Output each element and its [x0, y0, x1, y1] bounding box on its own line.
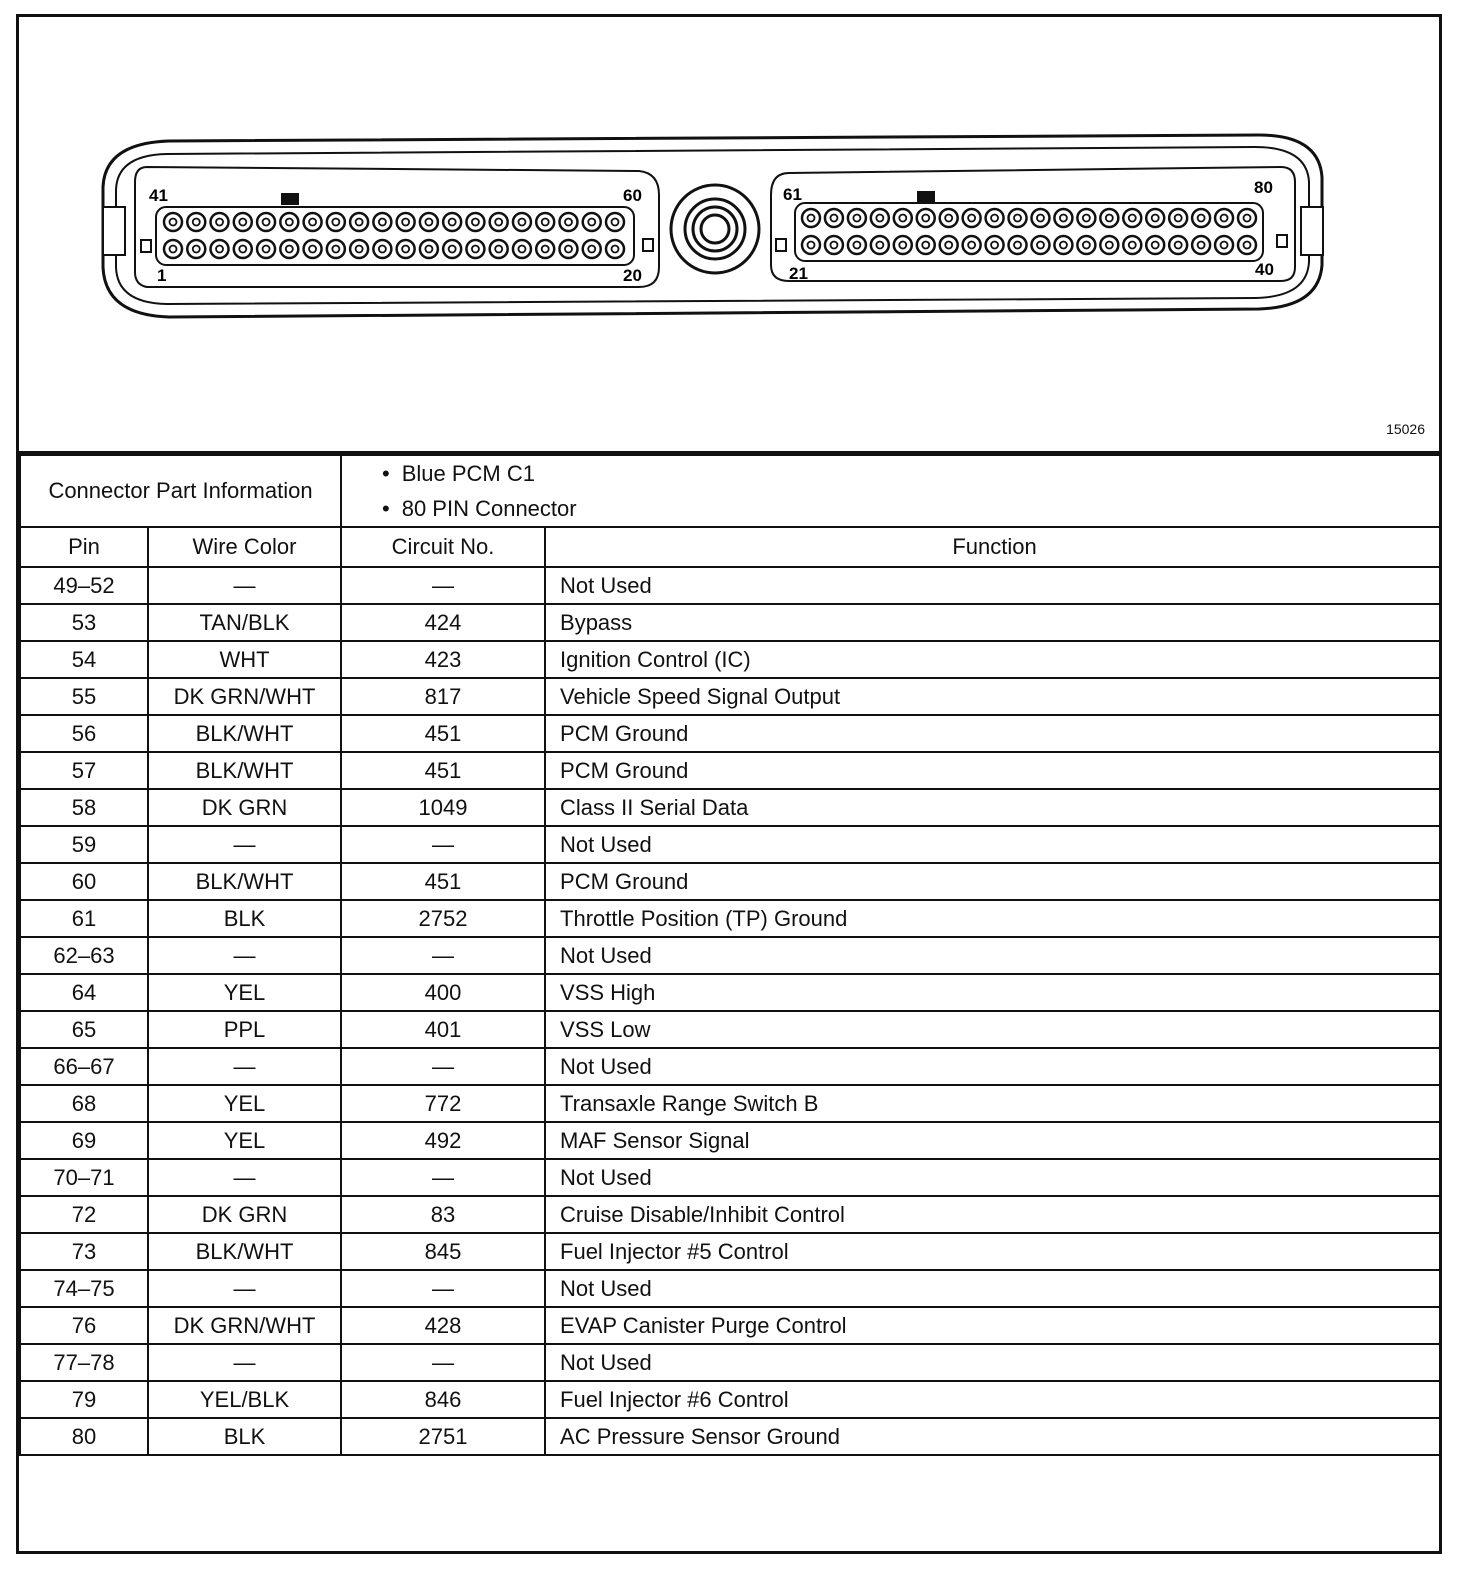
pin-cavity: [466, 213, 484, 231]
pin-label-1: 1: [157, 266, 167, 285]
pin-cavity: [1009, 209, 1027, 227]
pin-cavity: [940, 236, 958, 254]
pin-cavity: [986, 209, 1004, 227]
circuit-cell: 2752: [341, 900, 545, 937]
right-tab-outer: [1277, 235, 1287, 247]
function-cell: Vehicle Speed Signal Output: [545, 678, 1440, 715]
pin-cavity: [513, 213, 531, 231]
pin-cell: 68: [20, 1085, 148, 1122]
function-cell: Throttle Position (TP) Ground: [545, 900, 1440, 937]
pin-cavity: [1169, 209, 1187, 227]
pin-label-20: 20: [623, 266, 642, 285]
pin-cavity: [420, 240, 438, 258]
table-row: [20, 715, 1440, 752]
pin-cavity: [1146, 209, 1164, 227]
pin-cavity: [606, 240, 624, 258]
pin-cavity: [350, 213, 368, 231]
pin-cavity: [443, 213, 461, 231]
pin-cavity: [1123, 236, 1141, 254]
function-cell: Not Used: [545, 1344, 1440, 1381]
pin-cavity: [211, 240, 229, 258]
function-cell: Ignition Control (IC): [545, 641, 1440, 678]
wire-color-cell: BLK: [148, 1418, 341, 1455]
pin-cavity: [420, 213, 438, 231]
circuit-cell: 423: [341, 641, 545, 678]
table-row: [20, 937, 1440, 974]
function-cell: PCM Ground: [545, 752, 1440, 789]
wire-color-cell: BLK: [148, 900, 341, 937]
circuit-cell: —: [341, 1048, 545, 1085]
circuit-cell: 1049: [341, 789, 545, 826]
function-cell: Class II Serial Data: [545, 789, 1440, 826]
wire-color-cell: BLK/WHT: [148, 863, 341, 900]
pin-cavity: [1215, 209, 1233, 227]
function-cell: AC Pressure Sensor Ground: [545, 1418, 1440, 1455]
pin-cell: 69: [20, 1122, 148, 1159]
pin-cell: 49–52: [20, 567, 148, 604]
function-cell: Not Used: [545, 1270, 1440, 1307]
circuit-cell: 492: [341, 1122, 545, 1159]
table-row: [20, 1011, 1440, 1048]
pin-cell: 70–71: [20, 1159, 148, 1196]
pin-cavity: [583, 240, 601, 258]
function-cell: PCM Ground: [545, 715, 1440, 752]
wire-color-cell: —: [148, 567, 341, 604]
pin-cavity: [1031, 209, 1049, 227]
pin-cell: 66–67: [20, 1048, 148, 1085]
pin-label-41: 41: [149, 186, 168, 205]
pin-cavity: [373, 240, 391, 258]
pin-cavity: [1100, 236, 1118, 254]
table-row: [20, 1048, 1440, 1085]
pin-cavity: [802, 209, 820, 227]
pin-cell: 79: [20, 1381, 148, 1418]
pin-cell: 54: [20, 641, 148, 678]
pin-cavity: [397, 240, 415, 258]
pin-cavity: [1192, 209, 1210, 227]
circuit-cell: 424: [341, 604, 545, 641]
connector-sheet: [16, 14, 1442, 1554]
wire-color-cell: —: [148, 826, 341, 863]
pin-cavity: [1238, 236, 1256, 254]
circuit-cell: —: [341, 1270, 545, 1307]
pin-cell: 72: [20, 1196, 148, 1233]
pin-cavity: [1146, 236, 1164, 254]
function-cell: Not Used: [545, 937, 1440, 974]
function-cell: EVAP Canister Purge Control: [545, 1307, 1440, 1344]
pin-cavity: [257, 213, 275, 231]
table-row: [20, 641, 1440, 678]
table-row: [20, 604, 1440, 641]
left-block-key: [281, 193, 299, 205]
circuit-cell: 2751: [341, 1418, 545, 1455]
circuit-cell: 428: [341, 1307, 545, 1344]
pin-cavity: [513, 240, 531, 258]
pin-cell: 57: [20, 752, 148, 789]
left-tab-outer: [141, 240, 151, 252]
pin-cell: 59: [20, 826, 148, 863]
connector-diagram-panel: [19, 17, 1439, 454]
wire-color-cell: DK GRN: [148, 789, 341, 826]
wire-color-cell: WHT: [148, 641, 341, 678]
pin-cavity: [917, 236, 935, 254]
pin-cell: 53: [20, 604, 148, 641]
wire-color-cell: BLK/WHT: [148, 1233, 341, 1270]
pin-cavity: [536, 213, 554, 231]
connector-info-item: • 80 PIN Connector: [382, 491, 1429, 526]
pin-cavity: [164, 240, 182, 258]
pin-cavity: [871, 209, 889, 227]
pin-cavity: [848, 236, 866, 254]
pin-cell: 58: [20, 789, 148, 826]
circuit-cell: —: [341, 1344, 545, 1381]
pin-cavity: [559, 240, 577, 258]
pin-cavity: [917, 209, 935, 227]
pin-cavity: [1169, 236, 1187, 254]
table-row: [20, 1270, 1440, 1307]
table-row: [20, 567, 1440, 604]
pin-cavity: [871, 236, 889, 254]
pin-cavity: [490, 213, 508, 231]
wire-color-cell: DK GRN/WHT: [148, 678, 341, 715]
circuit-cell: 401: [341, 1011, 545, 1048]
pin-cavity: [940, 209, 958, 227]
function-cell: Bypass: [545, 604, 1440, 641]
pin-rows: [20, 567, 1440, 1455]
circuit-cell: 451: [341, 863, 545, 900]
pin-cavity: [327, 213, 345, 231]
pin-cavity: [304, 240, 322, 258]
pin-cavity: [280, 240, 298, 258]
pin-cavity: [1009, 236, 1027, 254]
wire-color-cell: YEL: [148, 1085, 341, 1122]
pin-cell: 76: [20, 1307, 148, 1344]
pin-cell: 62–63: [20, 937, 148, 974]
wire-color-cell: PPL: [148, 1011, 341, 1048]
pin-cavity: [848, 209, 866, 227]
table-header-row: [20, 527, 1440, 567]
left-latch: [103, 207, 125, 255]
function-cell: Not Used: [545, 567, 1440, 604]
circuit-cell: —: [341, 567, 545, 604]
function-cell: Transaxle Range Switch B: [545, 1085, 1440, 1122]
pin-cell: 74–75: [20, 1270, 148, 1307]
pin-cavity: [894, 209, 912, 227]
pin-cavity: [894, 236, 912, 254]
function-cell: Fuel Injector #6 Control: [545, 1381, 1440, 1418]
wire-color-cell: —: [148, 1270, 341, 1307]
function-cell: Fuel Injector #5 Control: [545, 1233, 1440, 1270]
pin-cavity: [1031, 236, 1049, 254]
wire-color-cell: —: [148, 1159, 341, 1196]
header-function: Function: [545, 527, 1440, 567]
right-latch: [1301, 207, 1323, 255]
pin-cell: 55: [20, 678, 148, 715]
wire-color-cell: DK GRN: [148, 1196, 341, 1233]
function-cell: PCM Ground: [545, 863, 1440, 900]
table-row: [20, 1418, 1440, 1455]
pin-cavity: [1077, 209, 1095, 227]
table-row: [20, 1233, 1440, 1270]
function-cell: MAF Sensor Signal: [545, 1122, 1440, 1159]
pin-cavity: [825, 209, 843, 227]
pin-cell: 80: [20, 1418, 148, 1455]
pin-cavity: [802, 236, 820, 254]
pin-cavity: [211, 213, 229, 231]
pin-cell: 56: [20, 715, 148, 752]
pin-cell: 65: [20, 1011, 148, 1048]
pin-cavity: [559, 213, 577, 231]
pin-cavity: [1077, 236, 1095, 254]
left-tab-inner: [643, 239, 653, 251]
pin-label-21: 21: [789, 264, 808, 283]
pin-cavity: [536, 240, 554, 258]
table-row: [20, 900, 1440, 937]
function-cell: Not Used: [545, 1159, 1440, 1196]
pin-label-61: 61: [783, 185, 802, 204]
wire-color-cell: BLK/WHT: [148, 715, 341, 752]
pin-cavity: [304, 213, 322, 231]
wire-color-cell: —: [148, 937, 341, 974]
table-row: [20, 1307, 1440, 1344]
pin-cavity: [1100, 209, 1118, 227]
pin-cavity: [583, 213, 601, 231]
table-row: [20, 1196, 1440, 1233]
circuit-cell: —: [341, 1159, 545, 1196]
wire-color-cell: DK GRN/WHT: [148, 1307, 341, 1344]
pin-cavity: [1238, 209, 1256, 227]
right-tab-inner: [776, 239, 786, 251]
pin-cavity: [443, 240, 461, 258]
figure-number: 15026: [1386, 421, 1425, 437]
function-cell: Not Used: [545, 1048, 1440, 1085]
wire-color-cell: BLK/WHT: [148, 752, 341, 789]
pin-label-40: 40: [1255, 260, 1274, 279]
pin-cavity: [606, 213, 624, 231]
wire-color-cell: YEL: [148, 974, 341, 1011]
circuit-cell: 451: [341, 752, 545, 789]
center-bolt-hole: [701, 215, 729, 243]
table-row: [20, 1381, 1440, 1418]
circuit-cell: 83: [341, 1196, 545, 1233]
table-row: [20, 678, 1440, 715]
pin-cavity: [986, 236, 1004, 254]
pin-cavity: [466, 240, 484, 258]
function-cell: Cruise Disable/Inhibit Control: [545, 1196, 1440, 1233]
wire-color-cell: YEL: [148, 1122, 341, 1159]
pin-cavity: [280, 213, 298, 231]
pin-cavity: [1192, 236, 1210, 254]
function-cell: VSS High: [545, 974, 1440, 1011]
circuit-cell: 817: [341, 678, 545, 715]
left-block-pins: [164, 213, 624, 258]
pin-cavity: [327, 240, 345, 258]
wire-color-cell: —: [148, 1048, 341, 1085]
pin-cell: 61: [20, 900, 148, 937]
pin-cell: 64: [20, 974, 148, 1011]
table-row: [20, 1122, 1440, 1159]
table-row: [20, 1159, 1440, 1196]
right-block-pins: [802, 209, 1256, 254]
header-circuit-no: Circuit No.: [341, 527, 545, 567]
pin-cavity: [1215, 236, 1233, 254]
table-row: [20, 974, 1440, 1011]
pin-cavity: [1054, 236, 1072, 254]
wire-color-cell: —: [148, 1344, 341, 1381]
connector-diagram: [19, 17, 1439, 451]
circuit-cell: —: [341, 826, 545, 863]
pin-cavity: [963, 209, 981, 227]
pin-label-80: 80: [1254, 178, 1273, 197]
table-row: [20, 863, 1440, 900]
pin-label-60: 60: [623, 186, 642, 205]
table-row: [20, 826, 1440, 863]
pin-cavity: [187, 240, 205, 258]
connector-info-item: • Blue PCM C1: [382, 456, 1429, 491]
pin-cavity: [1123, 209, 1141, 227]
circuit-cell: 772: [341, 1085, 545, 1122]
pin-cavity: [350, 240, 368, 258]
table-row: [20, 1344, 1440, 1381]
pin-cell: 77–78: [20, 1344, 148, 1381]
pin-cavity: [234, 213, 252, 231]
circuit-cell: 845: [341, 1233, 545, 1270]
header-pin: Pin: [20, 527, 148, 567]
table-row: [20, 752, 1440, 789]
pin-cavity: [397, 213, 415, 231]
pin-cavity: [187, 213, 205, 231]
function-cell: VSS Low: [545, 1011, 1440, 1048]
table-row: [20, 789, 1440, 826]
function-cell: Not Used: [545, 826, 1440, 863]
pin-cell: 60: [20, 863, 148, 900]
right-block-inner: [795, 203, 1263, 261]
header-wire-color: Wire Color: [148, 527, 341, 567]
right-block-key: [917, 191, 935, 203]
pin-cavity: [164, 213, 182, 231]
pin-cavity: [1054, 209, 1072, 227]
connector-info-values: [341, 455, 1440, 527]
circuit-cell: 846: [341, 1381, 545, 1418]
connector-info-row: [20, 455, 1440, 527]
circuit-cell: 451: [341, 715, 545, 752]
connector-info-label: Connector Part Information: [20, 455, 341, 527]
wire-color-cell: TAN/BLK: [148, 604, 341, 641]
pin-table: [19, 454, 1441, 1456]
circuit-cell: 400: [341, 974, 545, 1011]
pin-cavity: [257, 240, 275, 258]
circuit-cell: —: [341, 937, 545, 974]
pin-cavity: [963, 236, 981, 254]
pin-cavity: [490, 240, 508, 258]
table-row: [20, 1085, 1440, 1122]
pin-cavity: [825, 236, 843, 254]
pin-cell: 73: [20, 1233, 148, 1270]
pin-cavity: [373, 213, 391, 231]
wire-color-cell: YEL/BLK: [148, 1381, 341, 1418]
pin-cavity: [234, 240, 252, 258]
